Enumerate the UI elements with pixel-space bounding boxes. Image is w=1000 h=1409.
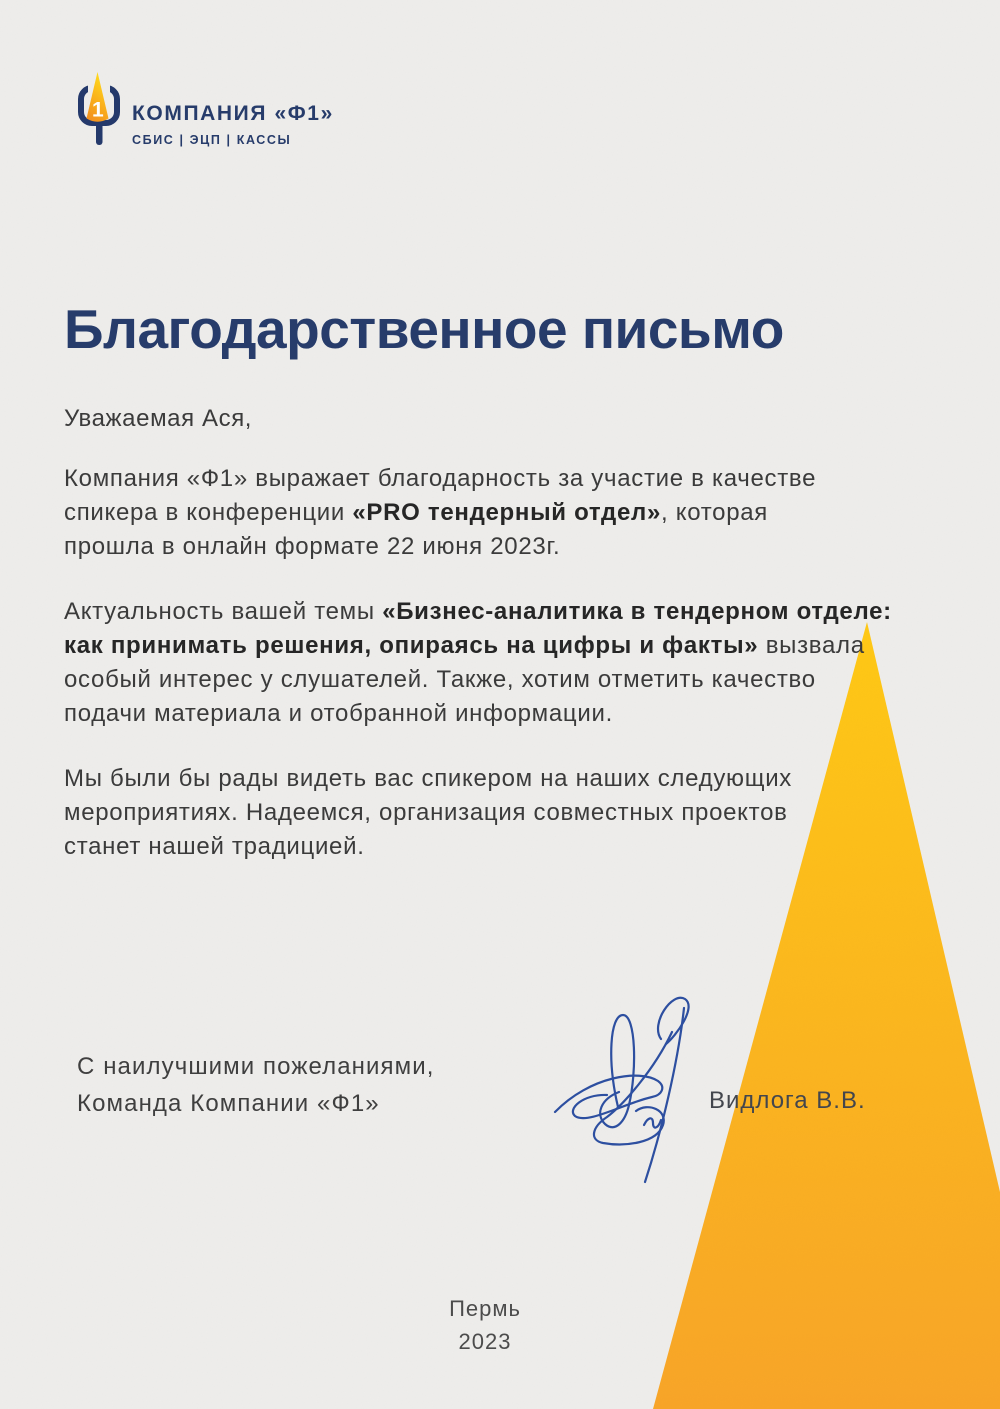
text-segment-bold: как принимать решения, опираясь на цифры и факты» [64, 632, 759, 659]
company-tagline: СБИС | ЭЦП | КАССЫ [132, 133, 292, 147]
text-segment: спикера в конференции [64, 499, 353, 526]
paragraph-line [64, 762, 892, 796]
letter-title: Благодарственное письмо [64, 298, 784, 360]
footer-city: Пермь [449, 1296, 521, 1321]
company-name: КОМПАНИЯ «Ф1» [132, 102, 334, 125]
signature-stroke [645, 1008, 684, 1182]
text-segment: вызвала [758, 632, 865, 659]
paragraph-line [64, 462, 892, 496]
paragraph [64, 462, 892, 564]
letter-footer [0, 1292, 970, 1358]
paragraph-line [64, 629, 892, 663]
footer-year: 2023 [458, 1329, 512, 1354]
paragraph [64, 595, 892, 731]
signoff-line-1: С наилучшими пожеланиями, [77, 1053, 435, 1080]
paragraph-line [64, 496, 892, 530]
signatory-name: Видлога В.В. [709, 1087, 866, 1114]
text-segment: станет нашей традицией. [64, 833, 365, 860]
text-segment: , которая [661, 499, 768, 526]
signature-stroke [644, 1118, 661, 1127]
signature-stroke [658, 998, 689, 1044]
greeting-line: Уважаемая Ася, [64, 405, 253, 432]
paragraph-line [64, 697, 892, 731]
letter-paragraphs [64, 462, 892, 895]
signature-stroke [600, 1015, 634, 1127]
text-segment: Мы были бы рады видеть вас спикером на наших следующих [64, 765, 792, 792]
logo-numeral: 1 [92, 98, 104, 122]
paragraph [64, 762, 892, 864]
logo-stem [96, 122, 103, 145]
text-segment-bold: «PRO тендерный отдел» [352, 499, 661, 526]
text-segment: прошла в онлайн формате 22 июня 2023г. [64, 533, 561, 560]
handwritten-signature [545, 975, 745, 1195]
paragraph-line [64, 830, 892, 864]
text-segment: особый интерес у слушателей. Также, хотим отметить качество [64, 666, 816, 693]
logo-text-block [132, 102, 334, 147]
paragraph-line [64, 796, 892, 830]
signoff-block [77, 1048, 435, 1122]
text-segment: Актуальность вашей темы [64, 598, 383, 625]
paragraph-line [64, 595, 892, 629]
paragraph-line [64, 663, 892, 697]
text-segment-bold: «Бизнес-аналитика в тендерном отделе: [382, 598, 892, 625]
text-segment: мероприятиях. Надеемся, организация совместных проектов [64, 799, 788, 826]
text-segment: подачи материала и отобранной информации. [64, 700, 613, 727]
paragraph-line [64, 530, 892, 564]
text-segment: Компания «Ф1» выражает благодарность за участие в качестве [64, 465, 817, 492]
signoff-line-2: Команда Компании «Ф1» [77, 1090, 380, 1117]
company-logo-icon [63, 70, 127, 148]
